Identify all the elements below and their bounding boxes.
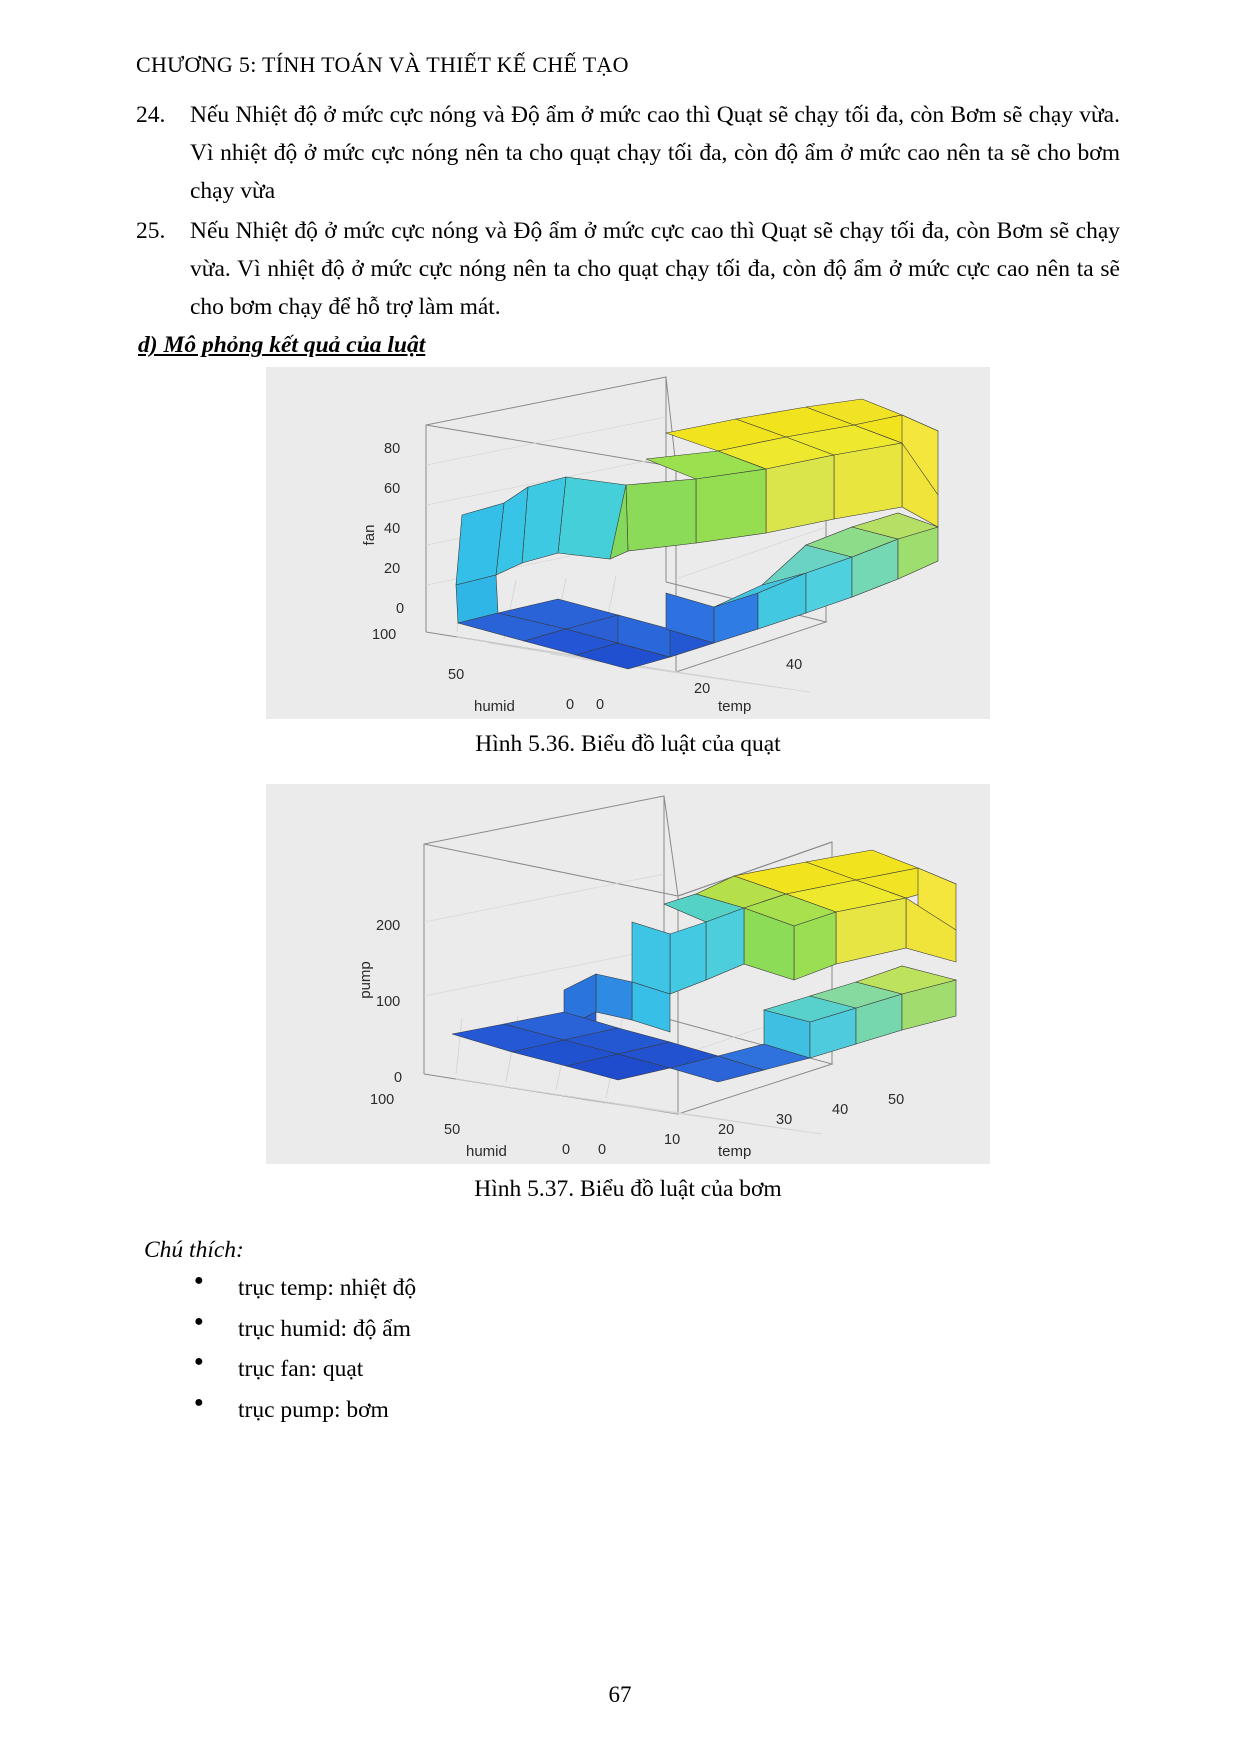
list-item	[194, 1351, 1120, 1387]
z-tick-label: 80	[384, 441, 401, 458]
z-tick-label: 0	[394, 1070, 403, 1087]
list-item	[194, 1311, 1120, 1347]
rule-text: Nếu Nhiệt độ ở mức cực nóng và Độ ẩm ở mức cực cao thì Quạt sẽ chạy tối đa, còn Bơm sẽ chạy vừa. Vì nhiệt độ ở mức cực nóng nên ta cho quạt chạy tối đa, còn độ ẩm ở mức cực cao nên ta sẽ cho bơm chạy để hỗ trợ làm mát.	[190, 218, 1120, 321]
figure-caption: Hình 5.37. Biểu đồ luật của bơm	[474, 1176, 782, 1203]
x-axis-title: humid	[466, 1143, 507, 1161]
z-tick-label: 200	[376, 918, 401, 935]
y-tick-label: 20	[718, 1122, 735, 1139]
y-tick-label: 10	[664, 1132, 681, 1149]
y-tick-label: 30	[776, 1112, 793, 1129]
y-tick-label: 40	[786, 657, 803, 674]
y-tick-label: 40	[832, 1102, 849, 1119]
plot-fan	[266, 367, 990, 719]
y-axis-title: temp	[718, 698, 752, 716]
note-text: trục pump: bơm	[238, 1396, 389, 1423]
list-item	[136, 212, 1120, 326]
notes-list	[136, 1270, 1120, 1428]
surface-mesh	[456, 399, 938, 669]
y-axis-title: temp	[718, 1143, 752, 1161]
x-tick-label: 50	[444, 1122, 461, 1139]
x-tick-label: 100	[370, 1092, 395, 1109]
figure-fan	[136, 367, 1120, 758]
x-tick-label: 100	[372, 627, 397, 644]
figure-caption: Hình 5.36. Biểu đồ luật của quạt	[475, 731, 781, 758]
surface-plot-pump	[266, 784, 990, 1164]
page-number: 67	[608, 1682, 632, 1707]
x-tick-label: 0	[566, 697, 575, 714]
z-tick-label: 40	[384, 521, 401, 538]
rule-text: Nếu Nhiệt độ ở mức cực nóng và Độ ẩm ở mức cao thì Quạt sẽ chạy tối đa, còn Bơm sẽ chạy vừa. Vì nhiệt độ ở mức cực nóng nên ta cho quạt chạy tối đa, còn độ ẩm ở mức cao nên ta sẽ cho bơm chạy vừa	[190, 102, 1120, 205]
z-axis-title: fan	[361, 524, 378, 546]
z-tick-label: 0	[396, 601, 405, 618]
z-axis-title: pump	[357, 961, 374, 1000]
plot-pump	[266, 784, 990, 1164]
page-header: CHƯƠNG 5: TÍNH TOÁN VÀ THIẾT KẾ CHẾ TẠO	[136, 52, 629, 77]
surface-plot-fan	[266, 367, 990, 719]
rule-number: 24.	[136, 102, 166, 128]
x-tick-label: 0	[562, 1142, 571, 1159]
note-text: trục temp: nhiệt độ	[238, 1275, 417, 1302]
y-tick-label: 0	[596, 697, 605, 714]
y-tick-label: 50	[888, 1092, 905, 1109]
list-item	[136, 96, 1120, 210]
note-text: trục fan: quạt	[238, 1356, 364, 1383]
y-tick-label: 20	[694, 681, 711, 698]
x-axis-title: humid	[474, 698, 515, 716]
list-item	[194, 1392, 1120, 1428]
rule-number: 25.	[136, 218, 166, 245]
z-tick-label: 100	[376, 994, 401, 1011]
note-text: trục humid: độ ẩm	[238, 1315, 411, 1342]
z-tick-label: 20	[384, 561, 401, 578]
figure-pump	[136, 784, 1120, 1203]
list-item	[194, 1270, 1120, 1306]
y-tick-label: 0	[598, 1142, 607, 1159]
z-tick-label: 60	[384, 481, 401, 498]
notes-title: Chú thích:	[144, 1237, 244, 1264]
x-tick-label: 50	[448, 667, 465, 684]
section-subheading: d) Mô phỏng kết quả của luật	[138, 332, 426, 359]
rule-list	[136, 96, 1120, 326]
